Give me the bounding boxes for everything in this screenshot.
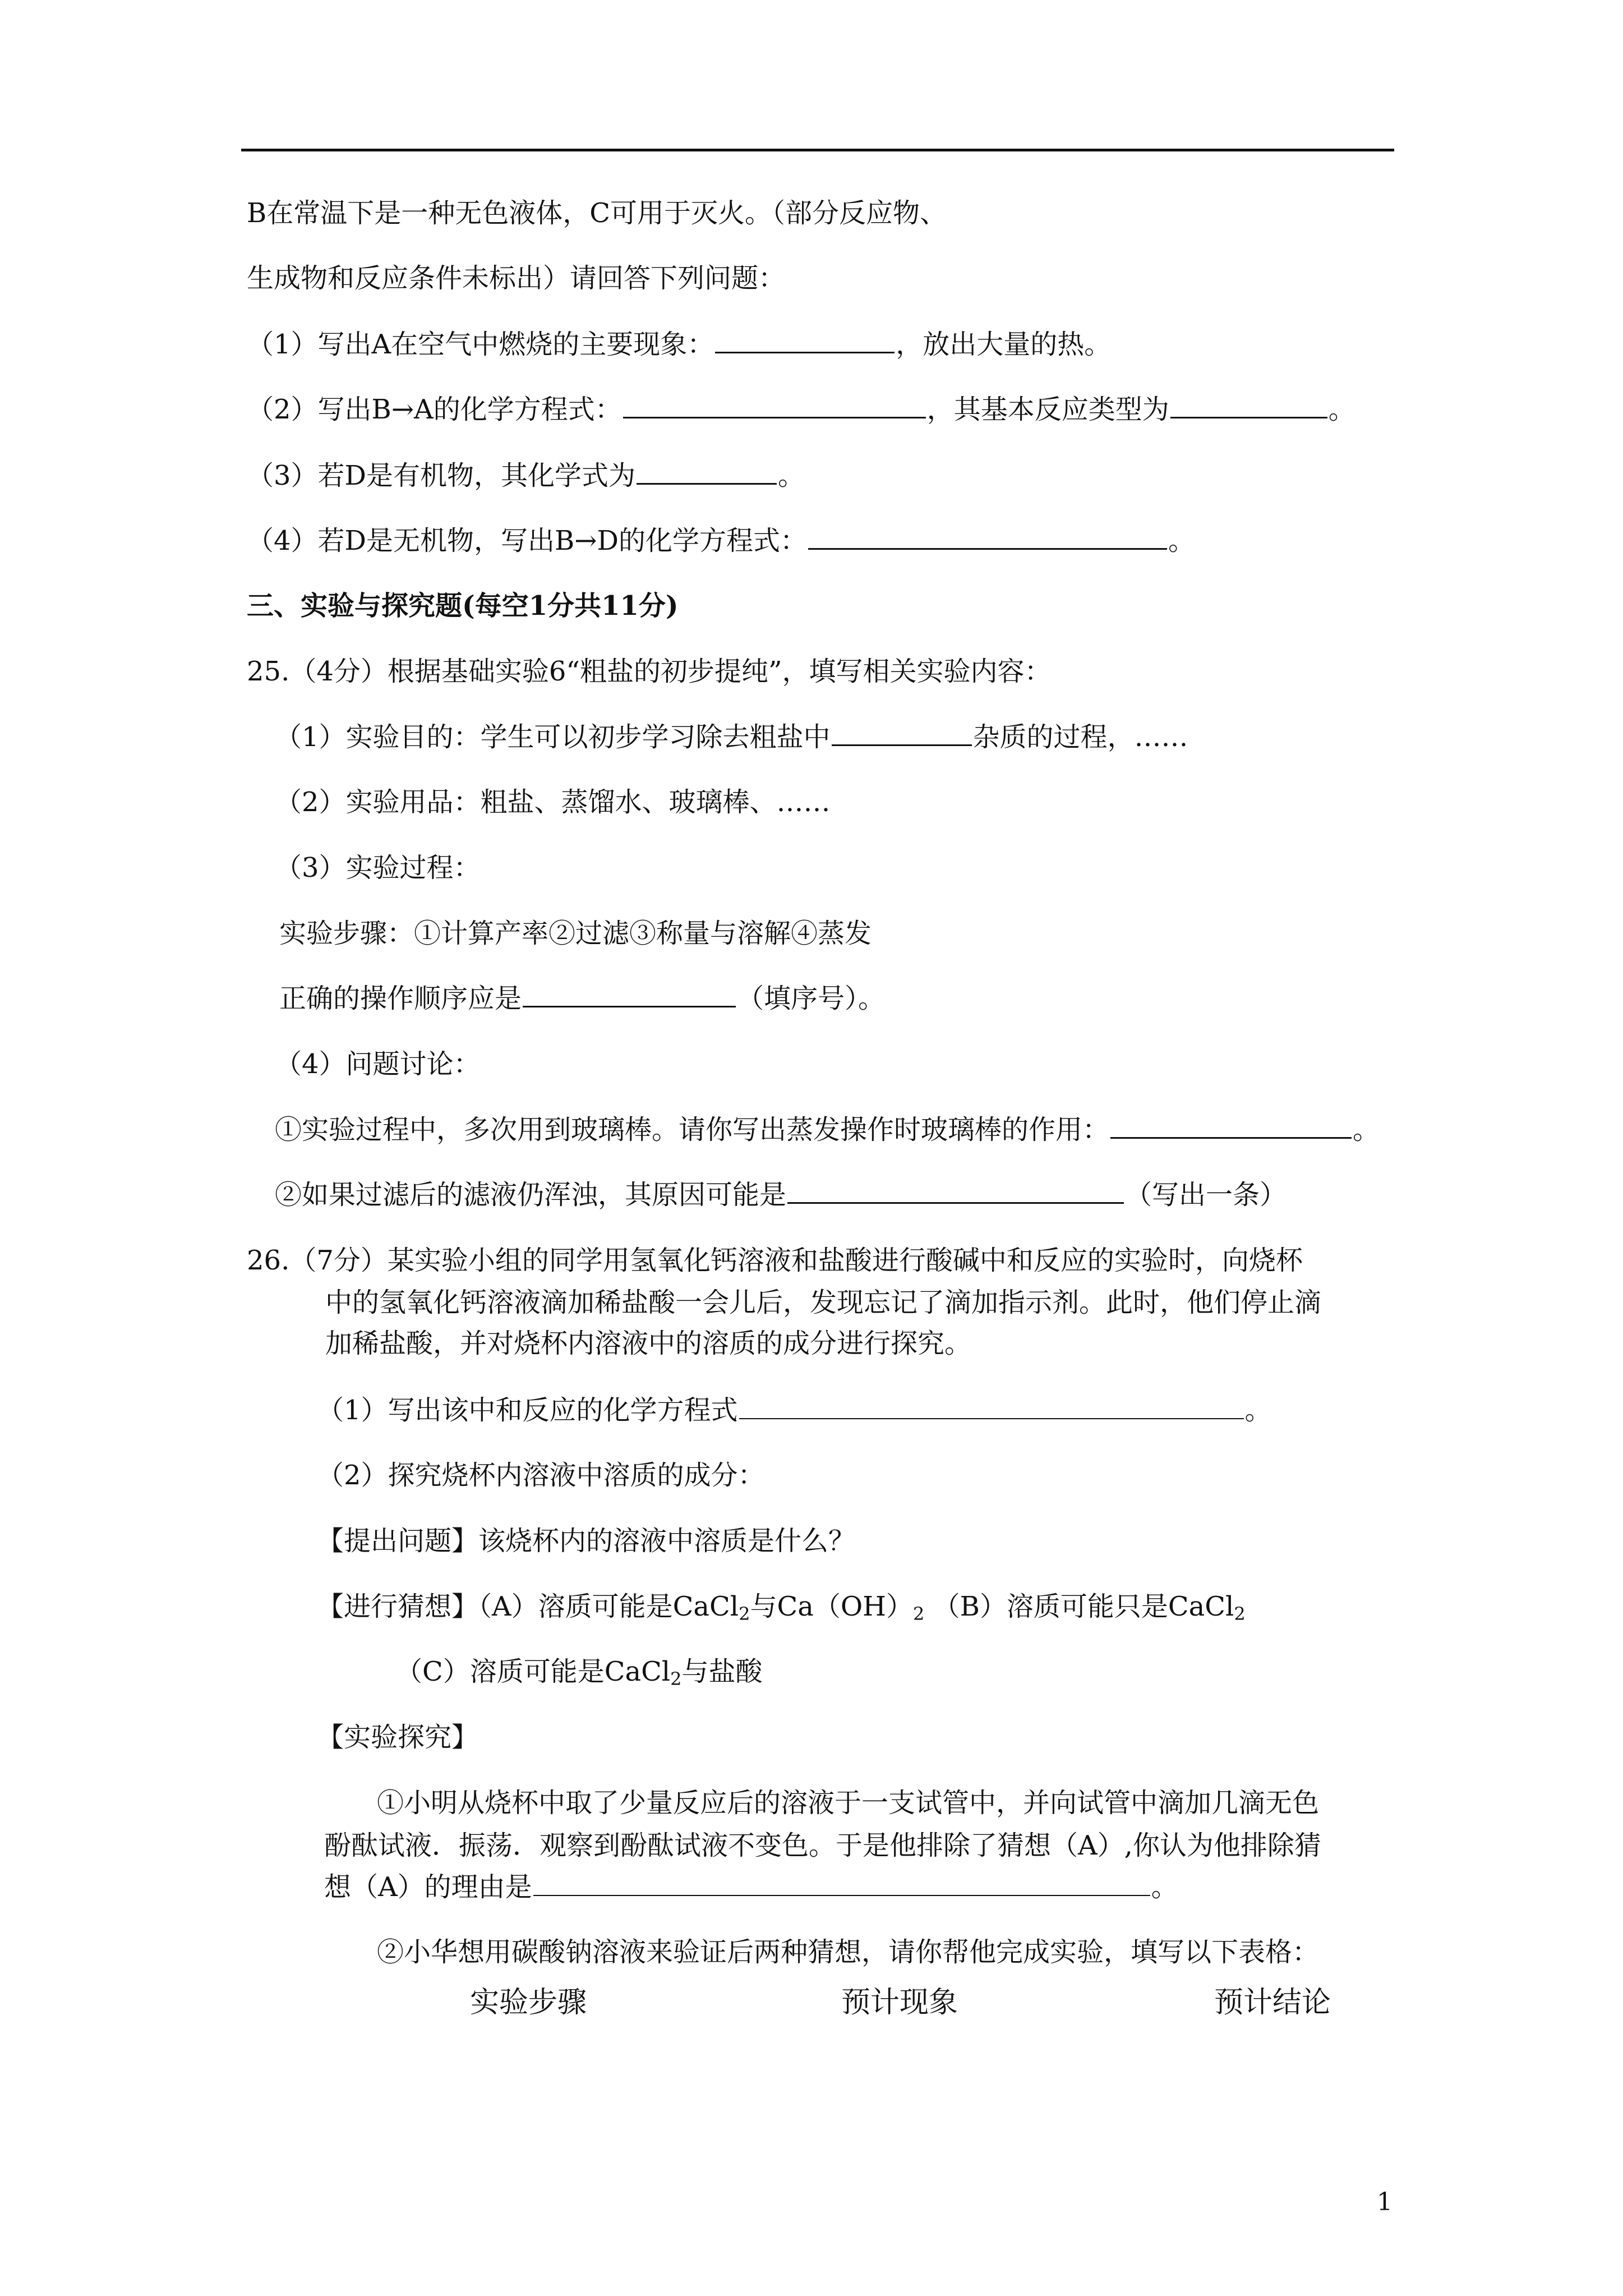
answer-blank[interactable] — [739, 1393, 1244, 1419]
q24-intro-line-1: B在常温下是一种无色液体，C可用于灭火。（部分反应物、 — [247, 197, 947, 229]
q26-explore-label: 【实验探究】 — [317, 1722, 479, 1753]
answer-blank[interactable] — [533, 1870, 1150, 1896]
q26-guess-c: （C）溶质可能是CaCl$_2$与盐酸 — [395, 1656, 763, 1690]
q26-stem-line-2: 中的氢氧化钙溶液滴加稀盐酸一会儿后，发现忘记了滴加指示剂。此时，他们停止滴 — [325, 1287, 1322, 1318]
answer-blank[interactable] — [832, 720, 972, 746]
q26-explore-1-line-3: 想（A）的理由是 。 — [324, 1871, 1178, 1903]
header-rule — [241, 149, 1394, 151]
q26-part-2: （2）探究烧杯内溶液中溶质的成分： — [317, 1460, 765, 1491]
page-number: 1 — [1377, 2188, 1393, 2216]
answer-blank[interactable] — [1110, 1112, 1352, 1139]
q25-stem: 25.（4分）根据基础实验6“粗盐的初步提纯”，填写相关实验内容： — [247, 656, 1052, 687]
q26-explore-1-line-2: 酚酞试液．振荡．观察到酚酞试液不变色。于是他排除了猜想（A）,你认为他排除猜 — [324, 1830, 1321, 1861]
q26-stem-line-1: 26.（7分）某实验小组的同学用氢氧化钙溶液和盐酸进行酸碱中和反应的实验时，向烧杯 — [247, 1245, 1303, 1276]
q26-stem-line-3: 加稀盐酸，并对烧杯内溶液中的溶质的成分进行探究。 — [325, 1328, 972, 1359]
q25-order: 正确的操作顺序应是 （填序号）。 — [279, 981, 885, 1016]
q26-question: 【提出问题】该烧杯内的溶液中溶质是什么？ — [317, 1525, 856, 1557]
q24-part-4: （4）若D是无机物，写出B→D的化学方程式： 。 — [247, 523, 1195, 559]
q24-part-3: （3）若D是有机物，其化学式为 。 — [247, 458, 805, 494]
table-header-conclusion: 预计结论 — [1214, 1986, 1331, 2019]
q25-part-4: （4）问题讨论： — [275, 1048, 481, 1080]
q25-part-3: （3）实验过程： — [275, 852, 481, 884]
answer-blank[interactable] — [1170, 392, 1327, 418]
answer-blank[interactable] — [808, 523, 1167, 550]
answer-blank[interactable] — [623, 392, 926, 418]
q26-guess-a-b: 【进行猜想】（A）溶质可能是CaCl$_2$与$Ca(OH)_2$ （B）溶质可能只是CaCl$_2$ — [317, 1591, 1246, 1625]
q26-explore-2: ②小华想用碳酸钠溶液来验证后两种猜想，请你帮他完成实验，填写以下表格： — [377, 1936, 1320, 1968]
answer-blank[interactable] — [787, 1177, 1124, 1204]
q24-part-1: （1）写出A在空气中燃烧的主要现象： ，放出大量的热。 — [247, 326, 1111, 362]
answer-blank[interactable] — [637, 458, 777, 485]
q25-steps: 实验步骤：①计算产率②过滤③称量与溶解④蒸发 — [279, 918, 872, 949]
q25-discussion-1: ①实验过程中，多次用到玻璃棒。请你写出蒸发操作时玻璃棒的作用： 。 — [275, 1112, 1380, 1148]
answer-blank[interactable] — [523, 981, 736, 1007]
table-header-phenomenon: 预计现象 — [841, 1986, 958, 2019]
section-3-title: 三、实验与探究题(每空1分共11分) — [247, 590, 679, 622]
q25-part-2: （2）实验用品：粗盐、蒸馏水、玻璃棒、…… — [275, 786, 831, 818]
q25-discussion-2: ②如果过滤后的滤液仍浑浊，其原因可能是 （写出一条） — [275, 1177, 1287, 1213]
q26-part-1: （1）写出该中和反应的化学方程式 。 — [317, 1395, 1272, 1426]
q25-part-1: （1）实验目的：学生可以初步学习除去粗盐中 杂质的过程，…… — [275, 719, 1188, 755]
q24-part-2: （2）写出B→A的化学方程式： ，其基本反应类型为 。 — [247, 392, 1355, 427]
q26-explore-1-line-1: ①小明从烧杯中取了少量反应后的溶液于一支试管中，并向试管中滴加几滴无色 — [377, 1787, 1320, 1819]
table-header-steps: 实验步骤 — [470, 1986, 587, 2019]
q24-intro-line-2: 生成物和反应条件未标出）请回答下列问题： — [247, 263, 786, 294]
answer-blank[interactable] — [715, 327, 895, 353]
